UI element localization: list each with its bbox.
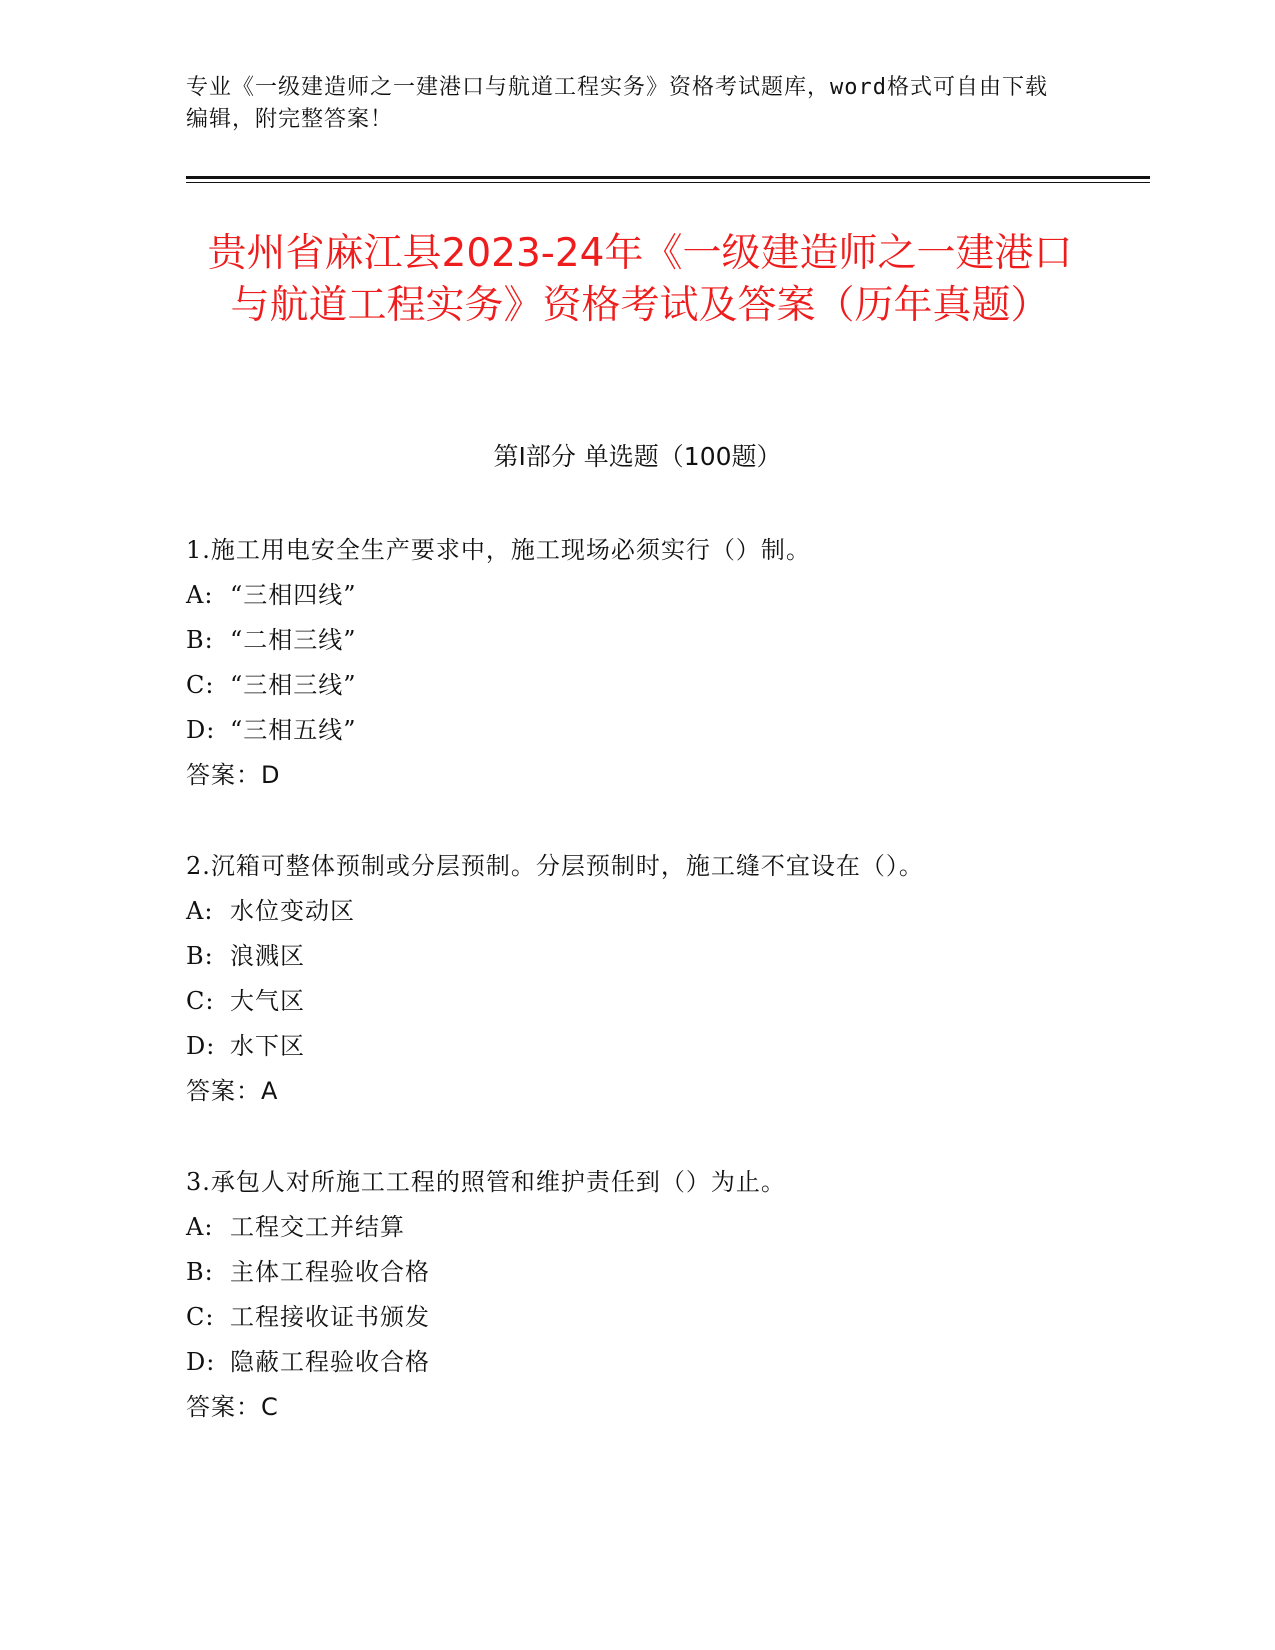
option-letter: A: [186, 581, 214, 609]
question-2 [186, 844, 1146, 1114]
question-1 [186, 528, 1146, 798]
option-letter: D: [186, 1348, 216, 1376]
option-letter: A: [186, 897, 214, 925]
question-stem: 3.承包人对所施工工程的照管和维护责任到（）为止。 [186, 1168, 786, 1196]
option-letter: B: [186, 626, 214, 654]
option-c [186, 663, 1146, 708]
answer-line: 答案：D [186, 761, 281, 789]
option-a [186, 889, 1146, 934]
option-b [186, 1250, 1146, 1295]
option-text: 水下区 [230, 1032, 305, 1060]
option-letter: D: [186, 1032, 216, 1060]
option-letter: C: [186, 1303, 215, 1331]
option-a [186, 1205, 1146, 1250]
option-letter: B: [186, 942, 214, 970]
option-text: 隐蔽工程验收合格 [230, 1348, 430, 1376]
option-text: 工程接收证书颁发 [230, 1303, 430, 1331]
option-d [186, 1340, 1146, 1385]
option-b [186, 934, 1146, 979]
option-text: “三相三线” [230, 671, 357, 699]
option-a [186, 573, 1146, 618]
option-letter: C: [186, 987, 215, 1015]
option-text: 主体工程验收合格 [230, 1258, 430, 1286]
answer-line: 答案：A [186, 1077, 279, 1105]
document-title: 贵州省麻江县2023-24年《一级建造师之一建港口与航道工程实务》资格考试及答案（历年真题） [207, 231, 1073, 328]
section-title: 第I部分 单选题（100题） [493, 442, 782, 471]
option-letter: A: [186, 1213, 214, 1241]
option-text: “二相三线” [230, 626, 357, 654]
option-text: “三相四线” [230, 581, 357, 609]
option-c [186, 979, 1146, 1024]
header-divider-thin [186, 182, 1150, 183]
option-d [186, 1024, 1146, 1069]
option-text: 大气区 [230, 987, 305, 1015]
option-letter: C: [186, 671, 215, 699]
question-stem: 1.施工用电安全生产要求中，施工现场必须实行（）制。 [186, 536, 811, 564]
answer-line: 答案：C [186, 1393, 279, 1421]
option-text: 水位变动区 [230, 897, 355, 925]
option-text: 浪溅区 [230, 942, 305, 970]
header-divider-thick [186, 176, 1150, 179]
option-b [186, 618, 1146, 663]
option-d [186, 708, 1146, 753]
header-note: 专业《一级建造师之一建港口与航道工程实务》资格考试题库，word格式可自由下载编辑，附完整答案！ [186, 75, 1048, 132]
option-text: “三相五线” [230, 716, 357, 744]
question-stem: 2.沉箱可整体预制或分层预制。分层预制时，施工缝不宜设在（）。 [186, 852, 924, 880]
option-text: 工程交工并结算 [230, 1213, 405, 1241]
question-3 [186, 1160, 1146, 1430]
option-letter: D: [186, 716, 216, 744]
option-letter: B: [186, 1258, 214, 1286]
question-list [186, 528, 1146, 1476]
option-c [186, 1295, 1146, 1340]
